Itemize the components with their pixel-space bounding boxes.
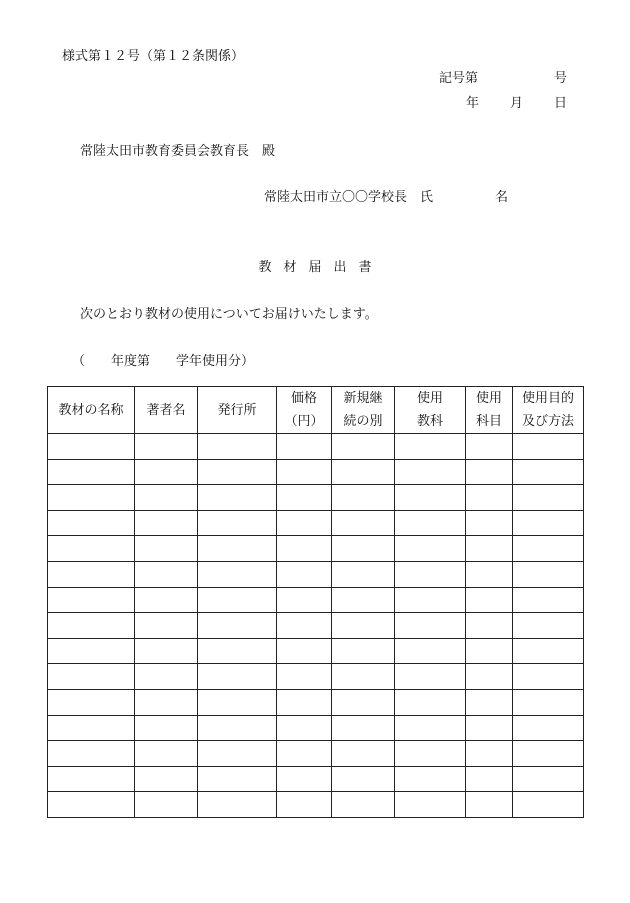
table-cell — [277, 715, 332, 741]
table-cell — [395, 741, 466, 767]
sender-name-suffix: 名 — [494, 190, 508, 205]
table-cell — [332, 766, 395, 792]
form-number: 様式第１２号（第１２条関係） — [62, 49, 245, 64]
table-cell — [48, 766, 135, 792]
table-cell — [332, 459, 395, 485]
table-cell — [513, 766, 584, 792]
table-cell — [48, 561, 135, 587]
table-cell — [466, 434, 513, 460]
table-cell — [395, 510, 466, 536]
table-cell — [513, 485, 584, 511]
table-cell — [395, 638, 466, 664]
table-cell — [135, 536, 198, 562]
table-row — [48, 434, 584, 460]
record-number-suffix: 号 — [553, 71, 567, 86]
header-course — [466, 387, 513, 434]
table-cell — [135, 587, 198, 613]
table-row — [48, 715, 584, 741]
table-cell — [395, 689, 466, 715]
table-cell — [395, 485, 466, 511]
table-row — [48, 638, 584, 664]
header-line: 使用 — [416, 391, 443, 406]
header-line: 著者名 — [146, 402, 186, 418]
table-cell — [395, 561, 466, 587]
table-cell — [135, 689, 198, 715]
table-row — [48, 741, 584, 767]
table-cell — [48, 638, 135, 664]
table-cell — [332, 664, 395, 690]
header-author — [135, 387, 198, 434]
header-line: 発行所 — [217, 402, 257, 418]
table-cell — [135, 664, 198, 690]
table-cell — [332, 638, 395, 664]
table-cell — [466, 587, 513, 613]
table-cell — [466, 664, 513, 690]
date-month-label: 月 — [510, 96, 524, 111]
table-cell — [198, 766, 277, 792]
table-cell — [466, 741, 513, 767]
table-cell — [48, 536, 135, 562]
table-cell — [198, 485, 277, 511]
table-cell — [466, 459, 513, 485]
table-cell — [198, 792, 277, 818]
table-cell — [198, 587, 277, 613]
header-line: 新規継 — [343, 391, 383, 406]
header-material-name — [48, 387, 135, 434]
table-cell — [395, 587, 466, 613]
table-cell — [277, 434, 332, 460]
table-cell — [395, 459, 466, 485]
table-cell — [395, 792, 466, 818]
table-cell — [48, 689, 135, 715]
table-cell — [513, 459, 584, 485]
table-cell — [198, 715, 277, 741]
table-cell — [395, 664, 466, 690]
table-cell — [48, 613, 135, 639]
document-title: 教材届出書 — [258, 260, 384, 275]
materials-table — [47, 386, 584, 818]
table-cell — [198, 434, 277, 460]
header-line: 及び方法 — [521, 414, 574, 429]
sender-label: 常陸太田市立〇〇学校長 氏 — [264, 190, 434, 205]
table-cell — [332, 434, 395, 460]
table-cell — [466, 561, 513, 587]
table-cell — [332, 792, 395, 818]
table-cell — [48, 715, 135, 741]
table-cell — [332, 536, 395, 562]
table-cell — [198, 664, 277, 690]
table-cell — [198, 613, 277, 639]
table-cell — [513, 434, 584, 460]
table-cell — [198, 459, 277, 485]
table-cell — [48, 459, 135, 485]
table-row — [48, 587, 584, 613]
header-new-continued — [332, 387, 395, 434]
table-cell — [513, 510, 584, 536]
table-cell — [395, 613, 466, 639]
table-cell — [277, 638, 332, 664]
table-cell — [48, 485, 135, 511]
table-cell — [135, 792, 198, 818]
table-cell — [277, 510, 332, 536]
table-cell — [395, 715, 466, 741]
header-line: 科目 — [475, 414, 502, 429]
table-row — [48, 792, 584, 818]
table-cell — [513, 536, 584, 562]
table-cell — [513, 715, 584, 741]
table-cell — [332, 485, 395, 511]
header-publisher — [198, 387, 277, 434]
header-line: 使用目的 — [521, 391, 574, 406]
table-cell — [466, 638, 513, 664]
table-cell — [277, 741, 332, 767]
header-price — [277, 387, 332, 434]
table-cell — [277, 689, 332, 715]
table-row — [48, 536, 584, 562]
header-subject — [395, 387, 466, 434]
table-row — [48, 689, 584, 715]
table-cell — [513, 561, 584, 587]
table-cell — [48, 792, 135, 818]
table-cell — [48, 434, 135, 460]
record-number-label: 記号第 — [439, 71, 479, 86]
table-cell — [277, 561, 332, 587]
header-line: 教科 — [416, 414, 443, 429]
table-cell — [332, 561, 395, 587]
table-cell — [135, 510, 198, 536]
table-cell — [332, 715, 395, 741]
table-cell — [135, 766, 198, 792]
header-line: 教材の名称 — [58, 402, 124, 418]
table-cell — [198, 689, 277, 715]
table-cell — [135, 715, 198, 741]
table-cell — [48, 510, 135, 536]
table-row — [48, 561, 584, 587]
table-cell — [466, 715, 513, 741]
table-cell — [135, 434, 198, 460]
date-year-label: 年 — [466, 96, 480, 111]
table-cell — [466, 613, 513, 639]
table-cell — [513, 664, 584, 690]
table-cell — [466, 766, 513, 792]
table-cell — [277, 792, 332, 818]
table-cell — [466, 510, 513, 536]
header-line: 価格 — [290, 391, 317, 406]
table-cell — [48, 741, 135, 767]
table-cell — [513, 638, 584, 664]
table-cell — [48, 587, 135, 613]
table-body — [48, 434, 584, 818]
table-cell — [395, 766, 466, 792]
header-line: 続の別 — [343, 414, 383, 429]
table-row — [48, 510, 584, 536]
table-cell — [135, 613, 198, 639]
header-line: （円） — [284, 414, 324, 429]
date-day-label: 日 — [553, 96, 567, 111]
table-cell — [198, 561, 277, 587]
table-cell — [513, 613, 584, 639]
table-cell — [513, 792, 584, 818]
table-cell — [198, 510, 277, 536]
table-cell — [277, 664, 332, 690]
table-cell — [332, 613, 395, 639]
table-cell — [277, 459, 332, 485]
table-row — [48, 613, 584, 639]
table-cell — [135, 741, 198, 767]
table-cell — [135, 459, 198, 485]
table-cell — [277, 536, 332, 562]
table-cell — [395, 434, 466, 460]
table-cell — [466, 689, 513, 715]
header-purpose-method — [513, 387, 584, 434]
table-cell — [277, 766, 332, 792]
table-cell — [466, 485, 513, 511]
table-cell — [395, 536, 466, 562]
table-row — [48, 459, 584, 485]
addressee: 常陸太田市教育委員会教育長 殿 — [80, 144, 276, 159]
intro-text: 次のとおり教材の使用についてお届けいたします。 — [80, 307, 378, 322]
table-cell — [277, 587, 332, 613]
table-cell — [277, 613, 332, 639]
table-cell — [466, 536, 513, 562]
table-cell — [513, 587, 584, 613]
year-grade-line: （ 年度第 学年使用分） — [72, 354, 255, 369]
table-cell — [198, 741, 277, 767]
table-row — [48, 664, 584, 690]
table-cell — [332, 587, 395, 613]
table-cell — [135, 561, 198, 587]
table-cell — [332, 741, 395, 767]
table-cell — [332, 689, 395, 715]
table-cell — [135, 638, 198, 664]
table-cell — [466, 792, 513, 818]
header-line: 使用 — [475, 391, 502, 406]
table-cell — [332, 510, 395, 536]
table-row — [48, 766, 584, 792]
table-cell — [198, 638, 277, 664]
table-cell — [48, 664, 135, 690]
table-cell — [277, 485, 332, 511]
table-cell — [135, 485, 198, 511]
table-cell — [513, 689, 584, 715]
table-cell — [513, 741, 584, 767]
table-header-row — [48, 387, 584, 434]
table-cell — [198, 536, 277, 562]
table-row — [48, 485, 584, 511]
